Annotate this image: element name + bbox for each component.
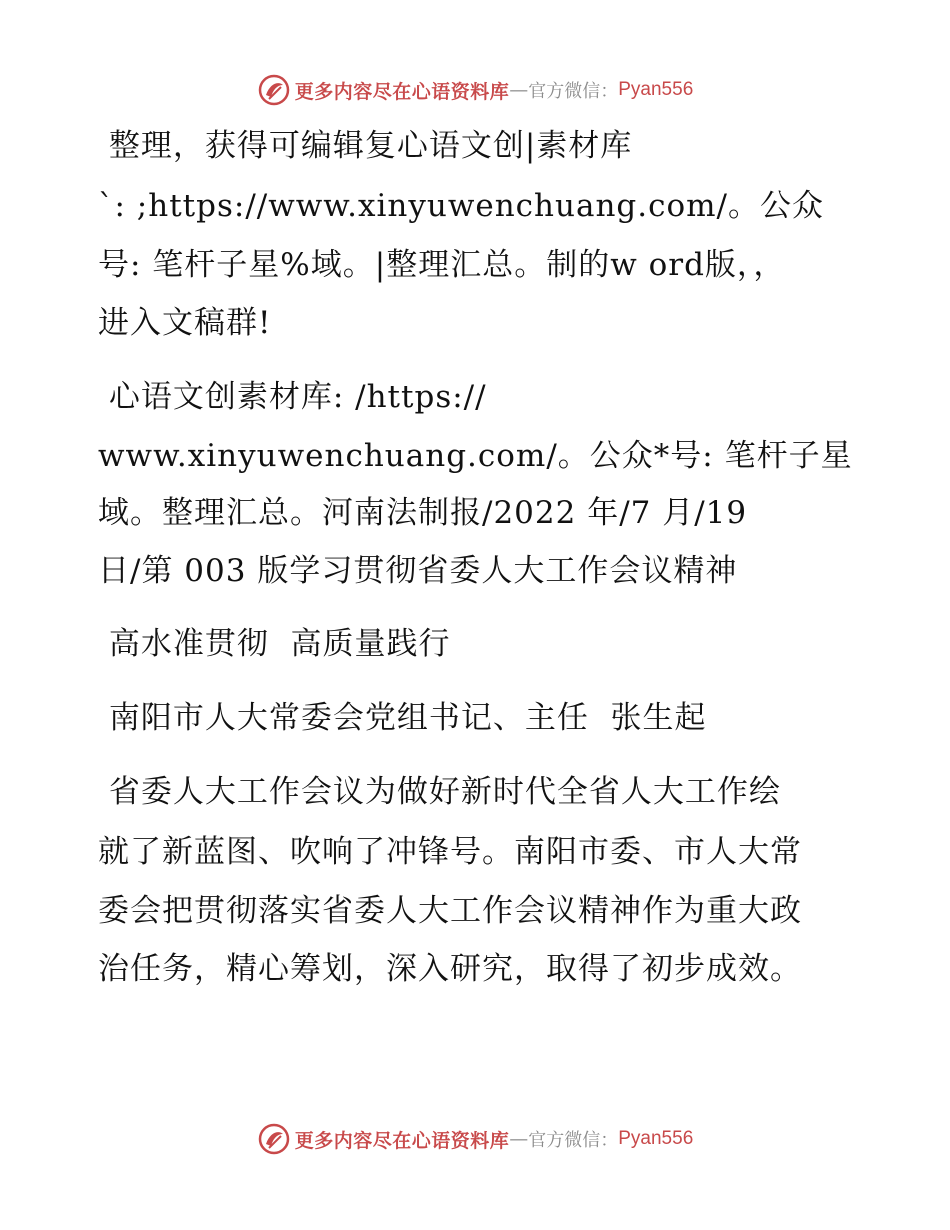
banner-wechat-label: 官方微信： — [528, 81, 619, 102]
body-line: 就了新蓝图、吹响了冲锋号。南阳市委、市人大常 — [98, 834, 802, 870]
body-line: 心语文创素材库: /https:// — [98, 379, 487, 415]
body-line: 省委人大工作会议为做好新时代全省人大工作绘 — [98, 774, 781, 810]
banner-slogan: 更多内容尽在心语资料库 — [294, 80, 510, 103]
banner-wechat-label: 官方微信： — [528, 1130, 619, 1151]
body-line: www.xinyuwenchuang.com/。公众*号: 笔杆子星 — [98, 438, 853, 474]
body-line: 进入文稿群! — [98, 305, 272, 341]
brand-logo-icon — [257, 73, 291, 107]
banner-dash: — — [509, 1128, 529, 1150]
body-line: 治任务，精心筹划，深入研究，取得了初步成效。 — [98, 951, 802, 987]
footer-watermark-banner — [0, 1119, 950, 1159]
body-line: 日/第 003 版学习贯彻省委人大工作会议精神 — [98, 553, 738, 589]
body-line: 域。整理汇总。河南法制报/2022 年/7 月/19 — [98, 495, 748, 531]
body-line: 号: 笔杆子星%域。|整理汇总。制的w ord版，， — [98, 247, 786, 283]
body-line: 委会把贯彻落实省委人大工作会议精神作为重大政 — [98, 893, 802, 929]
body-line: 整理，获得可编辑复心语文创|素材库 — [98, 128, 633, 164]
banner-wechat-id: Pyan556 — [618, 1128, 694, 1149]
author-line: 南阳市人大常委会党组书记、主任 张生起 — [98, 700, 707, 736]
brand-logo-icon — [257, 1122, 291, 1156]
subtitle: 高水准贯彻 高质量践行 — [98, 626, 451, 662]
banner-dash: — — [509, 79, 529, 101]
body-line: `: ;https://www.xinyuwenchuang.com/。公众 — [98, 188, 824, 224]
header-watermark-banner — [0, 70, 950, 110]
banner-wechat-id: Pyan556 — [618, 79, 694, 100]
banner-slogan: 更多内容尽在心语资料库 — [294, 1129, 510, 1152]
